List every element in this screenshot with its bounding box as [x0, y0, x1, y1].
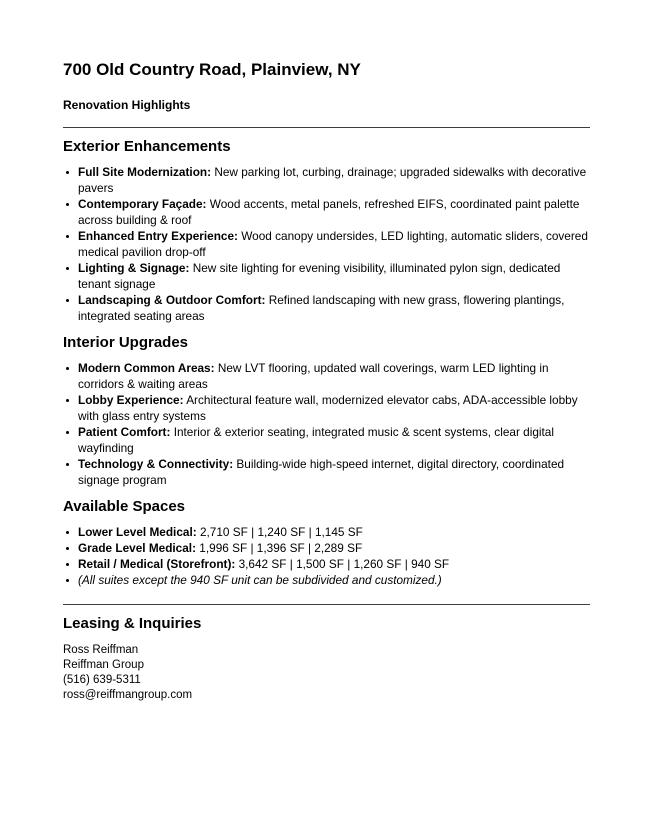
list-item — [63, 196, 590, 228]
bullet-icon — [66, 563, 69, 566]
contact-line: ross@reiffmangroup.com — [63, 689, 193, 701]
list-item — [63, 292, 590, 324]
section-heading-exterior: Exterior Enhancements — [63, 138, 231, 155]
bullet-icon — [66, 367, 69, 370]
bullet-term: Technology & Connectivity: — [78, 457, 234, 471]
bullet-description: (All suites except the 940 SF unit can be subdivided and customized.) — [78, 573, 442, 587]
list-item — [63, 360, 590, 392]
bullet-term: Patient Comfort: — [78, 425, 171, 439]
bullet-description: Interior & exterior seating, integrated music & scent systems, clear digital wayfinding — [78, 425, 554, 455]
list-item — [63, 556, 590, 572]
bullet-icon — [66, 203, 69, 206]
bullet-icon — [66, 267, 69, 270]
document-title: 700 Old Country Road, Plainview, NY — [63, 60, 361, 79]
bullet-term: Contemporary Façade: — [78, 197, 207, 211]
list-item — [63, 572, 590, 588]
list-item — [63, 540, 590, 556]
bullet-icon — [66, 463, 69, 466]
section-heading-leasing: Leasing & Inquiries — [63, 615, 202, 632]
section-available-spaces — [63, 498, 590, 588]
bullet-icon — [66, 399, 69, 402]
list-item — [63, 260, 590, 292]
contact-line: Ross Reiffman — [63, 644, 139, 656]
bullet-icon — [66, 547, 69, 550]
divider-bottom — [63, 604, 590, 605]
bullet-list-interior — [63, 360, 590, 488]
bullet-term: Modern Common Areas: — [78, 361, 215, 375]
bullet-icon — [66, 531, 69, 534]
bullet-icon — [66, 431, 69, 434]
bullet-list-available-spaces — [63, 524, 590, 588]
bullet-description: Wood accents, metal panels, refreshed EIFS, coordinated paint palette across building & roof — [78, 197, 580, 227]
bullet-term: Enhanced Entry Experience: — [78, 229, 238, 243]
section-interior-upgrades — [63, 334, 590, 488]
bullet-description: New LVT flooring, updated wall coverings, warm LED lighting in corridors & waiting areas — [78, 361, 549, 391]
bullet-description: 3,642 SF | 1,500 SF | 1,260 SF | 940 SF — [238, 557, 450, 571]
section-heading-available-spaces: Available Spaces — [63, 498, 186, 515]
bullet-description: Refined landscaping with new grass, flowering plantings, integrated seating areas — [78, 293, 565, 323]
bullet-icon — [66, 171, 69, 174]
bullet-term: Lighting & Signage: — [78, 261, 190, 275]
bullet-icon — [66, 299, 69, 302]
bullet-term: Full Site Modernization: — [78, 165, 212, 179]
bullet-description: 2,710 SF | 1,240 SF | 1,145 SF — [199, 525, 363, 539]
contact-block — [63, 643, 590, 703]
bullet-list-exterior — [63, 164, 590, 324]
bullet-description: Architectural feature wall, modernized elevator cabs, ADA-accessible lobby with glass entry systems — [78, 393, 578, 423]
bullet-icon — [66, 579, 69, 582]
bullet-description: New site lighting for evening visibility, illuminated pylon sign, dedicated tenant signage — [78, 261, 561, 291]
list-item — [63, 164, 590, 196]
bullet-term: Lower Level Medical: — [78, 525, 197, 539]
bullet-term: Lobby Experience: — [78, 393, 184, 407]
bullet-term: Landscaping & Outdoor Comfort: — [78, 293, 266, 307]
bullet-description: Wood canopy undersides, LED lighting, automatic sliders, covered medical pavilion drop-off — [78, 229, 588, 259]
bullet-description: 1,996 SF | 1,396 SF | 2,289 SF — [199, 541, 363, 555]
list-item — [63, 456, 590, 488]
list-item — [63, 228, 590, 260]
bullet-term: Retail / Medical (Storefront): — [78, 557, 236, 571]
list-item — [63, 424, 590, 456]
bullet-description: New parking lot, curbing, drainage; upgraded sidewalks with decorative pavers — [78, 165, 587, 195]
section-exterior-enhancements — [63, 138, 590, 324]
contact-line: Reiffman Group — [63, 659, 144, 671]
bullet-description: Building-wide high-speed internet, digital directory, coordinated signage program — [78, 457, 565, 487]
bullet-term: Grade Level Medical: — [78, 541, 197, 555]
divider-top — [63, 127, 590, 128]
contact-line: (516) 639-5311 — [63, 674, 141, 686]
document-subtitle: Renovation Highlights — [63, 98, 191, 112]
list-item — [63, 524, 590, 540]
section-heading-interior: Interior Upgrades — [63, 334, 189, 351]
bullet-icon — [66, 235, 69, 238]
list-item — [63, 392, 590, 424]
section-leasing-inquiries — [63, 615, 590, 703]
